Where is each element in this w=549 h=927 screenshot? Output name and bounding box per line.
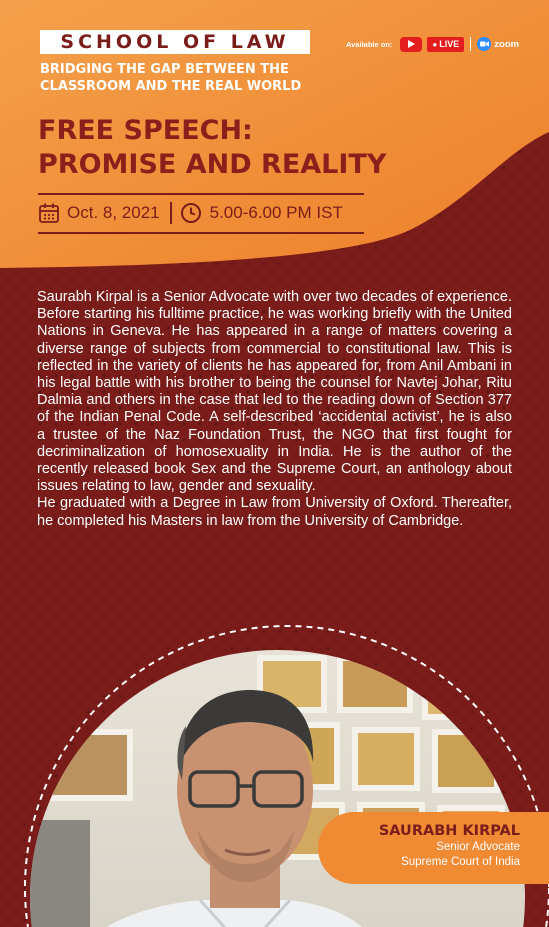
school-name-box (40, 30, 310, 54)
title-line-1: FREE SPEECH: (38, 115, 253, 146)
date-time-row (38, 199, 343, 227)
live-label: LIVE (439, 38, 460, 49)
event-title (38, 114, 458, 182)
speaker-photo (30, 650, 525, 927)
tagline (40, 61, 320, 95)
date-time-separator (170, 202, 172, 224)
tagline-line-2: CLASSROOM AND THE REAL WORLD (40, 79, 302, 94)
clock-icon (180, 202, 202, 224)
speaker-bio (37, 289, 512, 530)
event-date: Oct. 8, 2021 (67, 203, 160, 222)
speaker-name: SAURABH KIRPAL (378, 823, 520, 839)
calendar-icon (38, 202, 60, 224)
bio-paragraph-1: Saurabh Kirpal is a Senior Advocate with over two decades of experience. Before starting his fulltime practice, he was working briefly with the United Nations in Geneva. He has appeared in a range of matters covering a diverse range of subjects from commercial to constitutional law. This is reflected in the variety of clients he has appeared for, from Anil Ambani in his legal battle with his brother to being the counsel for Navtej Johar, Ritu Dalmia and others in the case that led to the reading down of Section 377 of the Indian Penal Code. A self-described ‘accidental activist’, he is also a trustee of the Naz Foundation Trust, the NGO that first fought for decriminalization of homosexuality in India. He is the author of the recently released book Sex and the Supreme Court, an anthology about issues relating to law, gender and sexuality. (37, 289, 512, 495)
youtube-icon[interactable] (400, 37, 422, 52)
title-line-2: PROMISE AND REALITY (38, 149, 387, 180)
bio-paragraph-2: He graduated with a Degree in Law from University of Oxford. Thereafter, he completed his Masters in law from the University of Cambridge. (37, 495, 512, 529)
divider-bottom (38, 232, 364, 234)
live-badge[interactable] (427, 37, 464, 52)
available-on-bar (346, 34, 519, 54)
tagline-line-1: BRIDGING THE GAP BETWEEN THE (40, 62, 289, 77)
speaker-role-2: Supreme Court of India (401, 856, 520, 868)
zoom-link[interactable] (477, 37, 519, 51)
divider (470, 37, 471, 51)
school-name: SCHOOL OF LAW (60, 31, 290, 53)
speaker-role-1: Senior Advocate (436, 841, 520, 853)
live-dot-icon: ● (432, 39, 438, 49)
zoom-icon (477, 37, 491, 51)
zoom-label: zoom (494, 38, 520, 50)
event-time: 5.00-6.00 PM IST (209, 203, 343, 222)
speaker-name-card (318, 812, 549, 884)
divider-top (38, 193, 364, 195)
available-label: Available on: (346, 39, 393, 49)
speaker-portrait-image (30, 650, 525, 927)
